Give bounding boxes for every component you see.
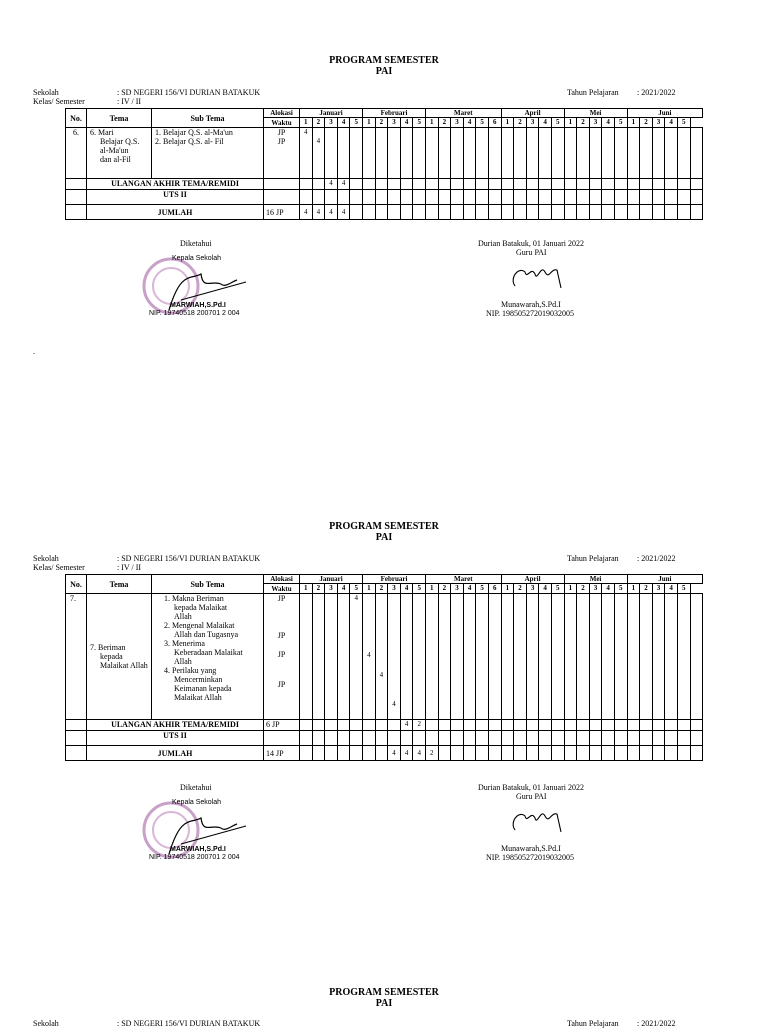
col-waktu: Waktu xyxy=(264,584,300,594)
kelas-label: Kelas/ Semester xyxy=(33,563,85,572)
week-number: 3 xyxy=(526,584,539,594)
uts-label: UTS II xyxy=(87,190,264,205)
col-no: No. xyxy=(66,109,87,128)
week-number: 3 xyxy=(388,584,401,594)
week-number: 1 xyxy=(627,118,640,128)
month-april: April xyxy=(501,575,564,584)
month-mei: Mei xyxy=(564,109,627,118)
tahun-value: : 2021/2022 xyxy=(637,88,676,97)
month-februari: Februari xyxy=(363,109,426,118)
week-number: 1 xyxy=(564,584,577,594)
month-juni: Juni xyxy=(627,109,703,118)
week-number: 4 xyxy=(539,584,552,594)
subtitle: PAI xyxy=(375,998,393,1009)
guru-name: Munawarah,S.Pd.I xyxy=(501,300,561,309)
col-waktu: Waktu xyxy=(264,118,300,128)
week-number: 5 xyxy=(551,584,564,594)
uas-jp: 6 JP xyxy=(264,720,300,731)
week-number: 3 xyxy=(526,118,539,128)
guru-label: Guru PAI xyxy=(516,792,547,801)
tahun-value: : 2021/2022 xyxy=(637,554,676,563)
week-number: 5 xyxy=(476,584,489,594)
week-number: 2 xyxy=(312,584,325,594)
tahun-label: Tahun Pelajaran xyxy=(567,88,619,97)
guru-nip: NIP. 198505272019032005 xyxy=(486,853,575,862)
month-maret: Maret xyxy=(426,109,502,118)
week-number: 1 xyxy=(426,584,439,594)
row-tema: 7. Beriman kepada Malaikat Allah xyxy=(87,594,152,720)
week-number: 4 xyxy=(400,584,413,594)
cell-jan-4: 4 xyxy=(337,179,350,190)
week-number: 3 xyxy=(325,118,338,128)
guru-signature xyxy=(505,802,565,842)
tahun-value: : 2021/2022 xyxy=(637,1019,676,1028)
week-number: 5 xyxy=(614,118,627,128)
title: PROGRAM SEMESTER xyxy=(329,55,439,66)
guru-signature xyxy=(505,258,565,298)
week-number: 2 xyxy=(438,118,451,128)
table-row xyxy=(66,179,703,190)
week-number: 5 xyxy=(413,118,426,128)
tahun-label: Tahun Pelajaran xyxy=(567,554,619,563)
diketahui: Diketahui xyxy=(180,239,212,248)
week-number: 2 xyxy=(438,584,451,594)
uas-label: ULANGAN AKHIR TEMA/REMIDI xyxy=(87,720,264,731)
row-no: 7. xyxy=(66,594,87,720)
jumlah-jp: 16 JP xyxy=(264,205,300,220)
row-subtema: 1. Makna Beriman kepada Malaikat Allah 2. Mengenal Malaikat Allah dan Tugasnya 3. Menerima Keberadaan Malaikat Allah 4. Perilaku yang Mencerminkan Keimanan kepada Malaikat Allah xyxy=(152,594,264,720)
place-date: Durian Batakuk, 01 Januari 2022 xyxy=(478,783,584,792)
week-number: 3 xyxy=(451,118,464,128)
cell-jan-1: 4 xyxy=(300,128,313,179)
col-subtema: Sub Tema xyxy=(152,575,264,594)
sekolah-value: : SD NEGERI 156/VI DURIAN BATAKUK xyxy=(117,554,261,563)
week-number: 2 xyxy=(640,118,653,128)
week-number: 5 xyxy=(551,118,564,128)
week-number: 5 xyxy=(614,584,627,594)
sekolah-label: Sekolah xyxy=(33,88,59,97)
jumlah-jp: 14 JP xyxy=(264,746,300,761)
week-number: 3 xyxy=(652,118,665,128)
kepala-label: Kepala Sekolah xyxy=(172,799,222,806)
month-maret: Maret xyxy=(426,575,502,584)
kelas-label: Kelas/ Semester xyxy=(33,97,85,106)
week-number: 5 xyxy=(350,584,363,594)
week-number: 2 xyxy=(514,118,527,128)
week-number: 1 xyxy=(501,118,514,128)
week-number: 1 xyxy=(363,118,376,128)
month-januari: Januari xyxy=(300,575,363,584)
sekolah-label: Sekolah xyxy=(33,1019,59,1028)
month-januari: Januari xyxy=(300,109,363,118)
week-number: 4 xyxy=(337,584,350,594)
col-alokasi: Alokasi xyxy=(264,109,300,118)
title: PROGRAM SEMESTER xyxy=(329,521,439,532)
week-number: 3 xyxy=(589,118,602,128)
week-number: 5 xyxy=(350,118,363,128)
week-number: 4 xyxy=(463,118,476,128)
col-tema: Tema xyxy=(87,575,152,594)
week-number: 5 xyxy=(677,584,690,594)
stray-dot: . xyxy=(33,347,35,356)
week-number: 4 xyxy=(665,584,678,594)
col-alokasi: Alokasi xyxy=(264,575,300,584)
week-number: 2 xyxy=(514,584,527,594)
subtitle: PAI xyxy=(375,532,393,543)
row-no: 6. xyxy=(66,128,87,179)
col-no: No. xyxy=(66,575,87,594)
week-number: 1 xyxy=(300,118,313,128)
uas-label: ULANGAN AKHIR TEMA/REMIDI xyxy=(87,179,264,190)
week-number: 3 xyxy=(325,584,338,594)
program-table xyxy=(65,108,703,220)
week-number: 3 xyxy=(451,584,464,594)
month-mei: Mei xyxy=(564,575,627,584)
week-number: 1 xyxy=(363,584,376,594)
week-number: 2 xyxy=(577,584,590,594)
week-number: 5 xyxy=(677,118,690,128)
table-row: JUMLAH 14 JP 4 4 4 2 xyxy=(66,746,703,761)
week-number: 4 xyxy=(665,118,678,128)
week-number: 5 xyxy=(413,584,426,594)
table-row: ULANGAN AKHIR TEMA/REMIDI 6 JP 4 2 xyxy=(66,720,703,731)
table-row xyxy=(66,190,703,205)
row-jp: JP JP JP JP xyxy=(264,594,300,720)
kelas-value: : IV / II xyxy=(117,97,142,106)
kepala-nip: NIP. 19740518 200701 2 004 xyxy=(149,854,240,861)
subtitle: PAI xyxy=(375,66,393,77)
sekolah-value: : SD NEGERI 156/VI DURIAN BATAKUK xyxy=(117,88,261,97)
program-table xyxy=(65,574,703,761)
cell-jan-3: 4 xyxy=(325,179,338,190)
jumlah-label: JUMLAH xyxy=(87,205,264,220)
uts-label: UTS II xyxy=(87,731,264,746)
table-row: 7. 7. Beriman kepada Malaikat Allah 1. Makna Beriman kepada Malaikat Allah 2. Mengenal Malaikat Allah dan Tugasnya 3. Menerima Keberadaan Malaikat Allah 4. Perilaku yang Mencerminkan Keimanan kepada Malaikat Allah JP JP JP JP 4 4 4 4 xyxy=(66,594,703,720)
week-number: 1 xyxy=(627,584,640,594)
week-number: 2 xyxy=(375,118,388,128)
kepala-name: MARWIAH,S.Pd.I xyxy=(170,846,226,853)
place-date: Durian Batakuk, 01 Januari 2022 xyxy=(478,239,584,248)
table-row: JUMLAH 16 JP 4 4 4 4 xyxy=(66,205,703,220)
kepala-label: Kepala Sekolah xyxy=(172,255,222,262)
sekolah-label: Sekolah xyxy=(33,554,59,563)
guru-nip: NIP. 198505272019032005 xyxy=(486,309,575,318)
kepala-name: MARWIAH,S.Pd.I xyxy=(170,302,226,309)
row-subtema: 1. Belajar Q.S. al-Ma'un 2. Belajar Q.S. al- Fil xyxy=(152,128,264,179)
week-number: 2 xyxy=(312,118,325,128)
month-april: April xyxy=(501,109,564,118)
week-number: 5 xyxy=(476,118,489,128)
table-row xyxy=(66,731,703,746)
week-number: 4 xyxy=(400,118,413,128)
col-subtema: Sub Tema xyxy=(152,109,264,128)
jumlah-label: JUMLAH xyxy=(87,746,264,761)
week-number: 2 xyxy=(640,584,653,594)
month-juni: Juni xyxy=(627,575,703,584)
week-number: 1 xyxy=(426,118,439,128)
week-number: 3 xyxy=(388,118,401,128)
week-number: 1 xyxy=(300,584,313,594)
week-number: 4 xyxy=(463,584,476,594)
month-februari: Februari xyxy=(363,575,426,584)
week-number: 1 xyxy=(501,584,514,594)
week-number: 4 xyxy=(539,118,552,128)
diketahui: Diketahui xyxy=(180,783,212,792)
guru-name: Munawarah,S.Pd.I xyxy=(501,844,561,853)
cell-jan-2: 4 xyxy=(312,128,325,179)
title: PROGRAM SEMESTER xyxy=(329,987,439,998)
col-tema: Tema xyxy=(87,109,152,128)
week-number: 6 xyxy=(488,118,501,128)
kepala-nip: NIP. 19740518 200701 2 004 xyxy=(149,310,240,317)
week-number: 3 xyxy=(652,584,665,594)
row-jp: JP JP xyxy=(264,128,300,179)
week-number: 4 xyxy=(602,118,615,128)
tahun-label: Tahun Pelajaran xyxy=(567,1019,619,1028)
sekolah-value: : SD NEGERI 156/VI DURIAN BATAKUK xyxy=(117,1019,261,1028)
kelas-value: : IV / II xyxy=(117,563,142,572)
guru-label: Guru PAI xyxy=(516,248,547,257)
week-number: 4 xyxy=(337,118,350,128)
row-tema: 6. Mari Belajar Q.S. al-Ma'un dan al-Fil xyxy=(87,128,152,179)
week-number: 2 xyxy=(375,584,388,594)
week-number: 6 xyxy=(488,584,501,594)
week-number: 2 xyxy=(577,118,590,128)
week-number: 4 xyxy=(602,584,615,594)
week-number: 1 xyxy=(564,118,577,128)
table-row xyxy=(66,128,703,179)
week-number: 3 xyxy=(589,584,602,594)
